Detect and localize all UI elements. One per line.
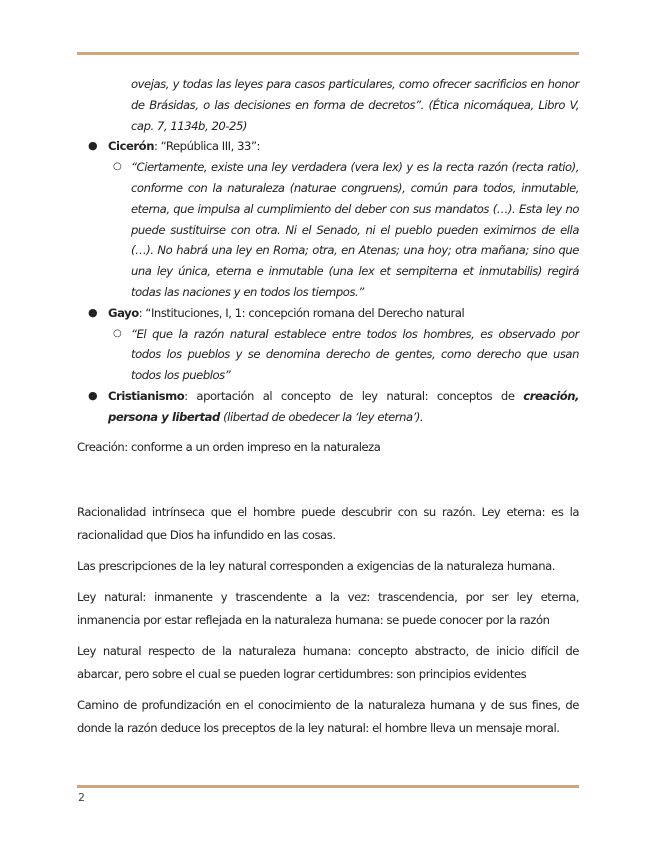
item-text: : “República III, 33”:	[154, 139, 260, 154]
item-label: Cristianismo	[108, 388, 185, 403]
list-item-gayo	[77, 303, 579, 324]
sublist-item-ciceron-quote	[77, 157, 579, 303]
item-label: Gayo	[108, 305, 139, 320]
item-tail: (libertad de obedecer la ‘ley eterna’).	[219, 409, 424, 424]
bullet-icon: ●	[88, 139, 98, 153]
page-number: 2	[78, 791, 85, 804]
footer-rule	[77, 785, 579, 788]
body-paragraph: Racionalidad intrínseca que el hombre puede descubrir con su razón. Ley eterna: es la racionalidad que Dios ha infundido en las cosas.	[77, 504, 579, 542]
item-quote: “El que la razón natural establece entre todos los hombres, es observado por todos los pueblos y se denomina derecho de gentes, como derecho que usan todos los pueblos”	[131, 326, 579, 383]
bullet-icon: ●	[88, 305, 98, 319]
sublist-item-gayo-quote	[77, 324, 579, 386]
item-emphasis: creación, persona y libertad	[108, 388, 579, 424]
body-paragraph: Ley natural: inmanente y trascendente a la vez: trascendencia, por ser ley eterna, inmanencia por estar reflejada en la naturaleza humana: se puede conocer por la razón	[77, 589, 579, 627]
body-paragraph: Ley natural respecto de la naturaleza humana: concepto abstracto, de inicio difícil de abarcar, pero sobre el cual se pueden lograr certidumbres: son principios evidentes	[77, 643, 579, 681]
creacion-line: Creación: conforme a un orden impreso en la naturaleza	[77, 439, 381, 454]
item-text: : “Instituciones, I, 1: concepción romana del Derecho natural	[138, 305, 465, 320]
item-quote: “Ciertamente, existe una ley verdadera (vera lex) y es la recta razón (recta ratio), conforme con la naturaleza (naturae congruens), común para todos, inmutable, eterna, que impulsa al cumplimiento del deber con sus mandatos (…). Esta ley no puede sustituirse con otra. Ni el Senado, ni el pueblo pueden eximirnos de ella (…). No habrá una ley en Roma; otra, en Atenas; una hoy; otra mañana; sino que una ley única, eterna e inmutable (una lex et sempiterna et inmutabilis) regirá todas las naciones y en todos los tiempos.”	[131, 160, 579, 299]
header-rule	[77, 52, 579, 55]
item-text: : aportación al concepto de ley natural: conceptos de	[184, 388, 524, 403]
circle-bullet-icon: ○	[113, 327, 122, 339]
list-item-cristianismo	[77, 386, 579, 428]
list-item-ciceron	[77, 136, 579, 157]
circle-bullet-icon: ○	[113, 161, 122, 173]
bullet-icon: ●	[88, 388, 98, 402]
item-label: Cicerón	[108, 139, 155, 154]
body-paragraph: Camino de profundización en el conocimiento de la naturaleza humana y de sus fines, de donde la razón deduce los preceptos de la ley natural: el hombre lleva un mensaje moral.	[77, 697, 579, 735]
quote-continuation: ovejas, y todas las leyes para casos particulares, como ofrecer sacrificios en honor de Brásidas, o las decisiones en forma de decretos”. (Ética nicomáquea, Libro V, cap. 7, 1134b, 20-25)	[131, 77, 579, 133]
page-body	[77, 74, 579, 740]
body-paragraph: Las prescripciones de la ley natural corresponden a exigencias de la naturaleza humana.	[77, 558, 555, 573]
